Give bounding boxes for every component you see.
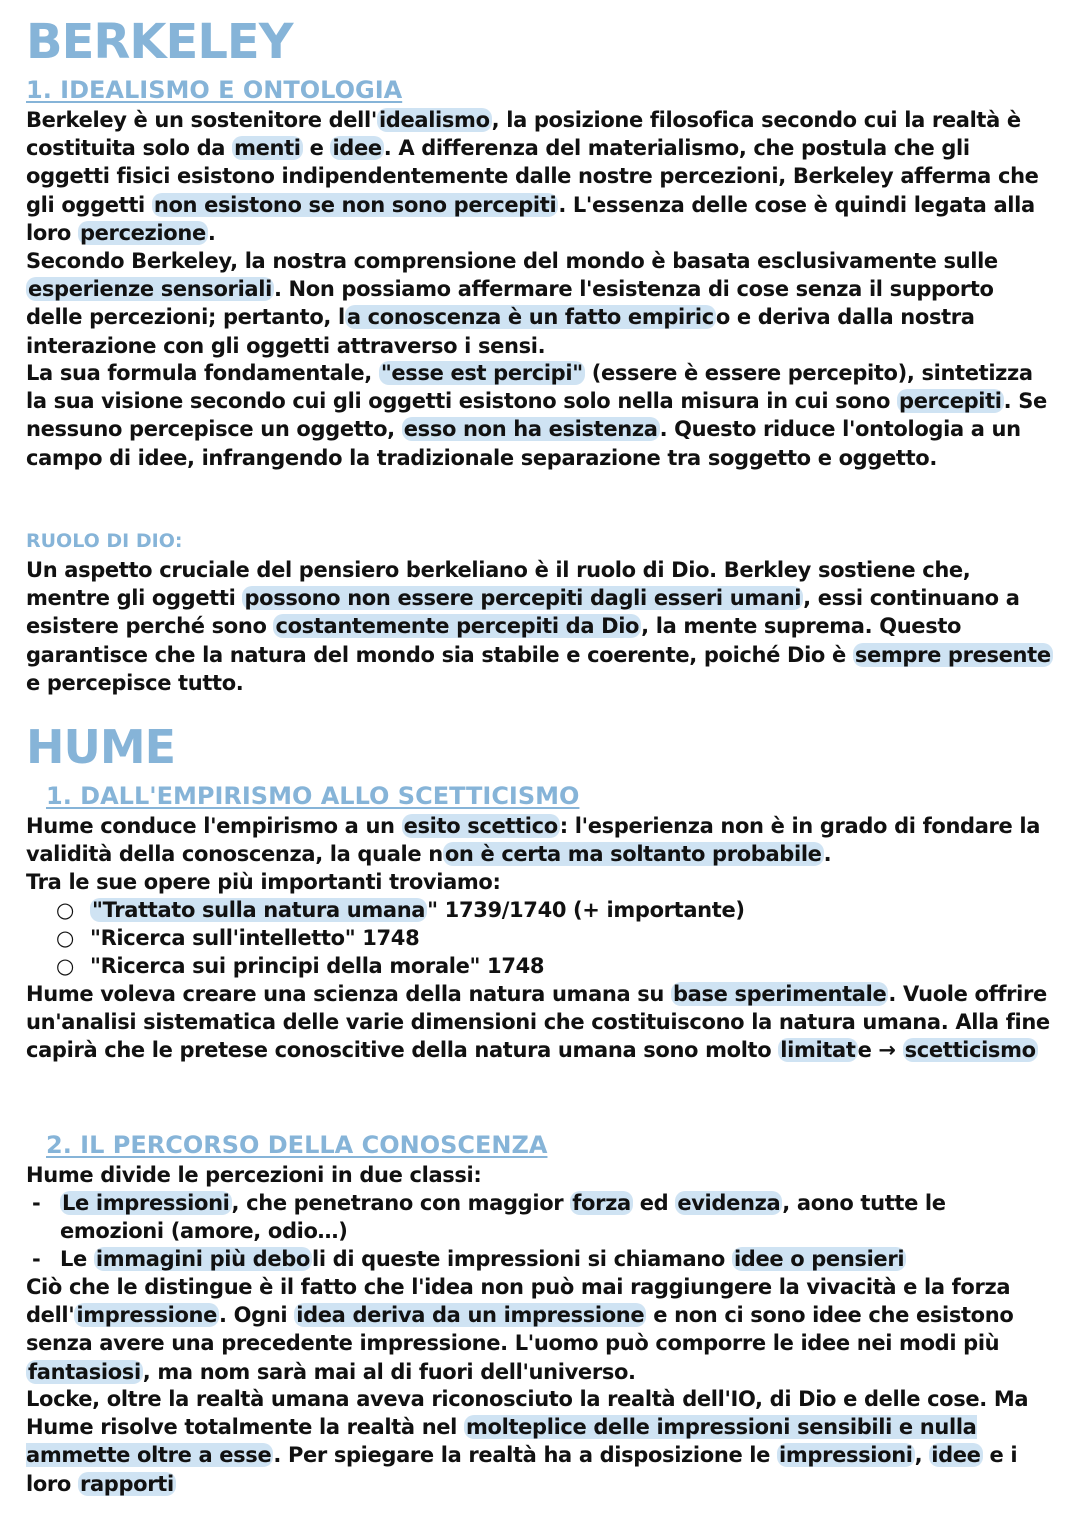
highlighted-text: impressioni <box>779 1443 913 1468</box>
work-title-highlight: "Trattato sulla natura umana <box>92 898 426 922</box>
text-run: . Per spiegare la realtà ha a disposizione le <box>273 1443 778 1468</box>
text-run: , ma nom sarà mai al di fuori dell'universo. <box>142 1359 636 1384</box>
text-run: . <box>823 842 832 867</box>
dash-marker: - <box>32 1247 41 1271</box>
highlighted-text: forza <box>572 1191 631 1215</box>
highlighted-text: limitat <box>780 1038 856 1063</box>
text-run: e <box>302 136 331 161</box>
hume-paragraph-3 <box>26 1273 1056 1386</box>
text-run: e i loro <box>26 1443 1018 1496</box>
highlighted-text: immagini più debo <box>95 1247 310 1271</box>
text-run: Un aspetto cruciale del pensiero berkeliano è il ruolo di Dio. Berkley sostiene che, mentre gli oggetti <box>26 558 971 611</box>
text-run: , la posizione filosofica secondo cui la realtà è costituita solo da <box>26 108 1021 161</box>
text-run: . Non possiamo affermare l'esistenza di cose senza il supporto delle percezioni; pertanto, l <box>26 277 994 330</box>
bullet-marker: ○ <box>56 954 75 978</box>
impressions-item <box>60 1189 1050 1245</box>
highlighted-text: fantasiosi <box>28 1359 141 1384</box>
berkeley-paragraph-2 <box>26 247 1056 360</box>
work-detail: " 1739/1740 (+ importante) <box>427 898 745 922</box>
highlighted-text: esso non ha esistenza <box>403 417 658 442</box>
highlighted-text: evidenza <box>677 1191 781 1215</box>
highlighted-text: a conoscenza è un fatto empiric <box>346 305 714 330</box>
highlighted-text: molteplice delle impressioni sensibili e nulla ammette oltre a esse <box>26 1415 977 1468</box>
role-of-god-heading: RUOLO DI DIO: <box>26 530 183 552</box>
highlighted-text: Le impressioni <box>62 1191 230 1215</box>
text-run: e percepisce tutto. <box>26 670 244 695</box>
text-run: e → <box>857 1038 903 1063</box>
text-run: Hume voleva creare una scienza della natura umana su <box>26 982 671 1006</box>
text-run: . A differenza del materialismo, che postula che gli oggetti fisici esistono indipendentemente dalle nostre percezioni, Berkeley afferma che gli oggetti <box>26 136 1039 217</box>
hume-paragraph-2 <box>26 980 1056 1065</box>
highlighted-text: possono non essere percepiti dagli esseri umani <box>244 586 802 611</box>
berkeley-title: BERKELEY <box>26 14 293 70</box>
text-run: o e deriva dalla nostra interazione con gli oggetti attraverso i sensi. <box>26 305 975 358</box>
text-run: Locke, oltre la realtà umana aveva riconosciuto la realtà dell'IO, di Dio e delle cose. Ma Hume risolve totalmente la realtà nel <box>26 1387 1029 1440</box>
hume-section-1-heading: 1. DALL'EMPIRISMO ALLO SCETTICISMO <box>46 782 580 810</box>
text-run: , la mente suprema. Questo garantisce che la natura del mondo sia stabile e coerente, poiché Dio è <box>26 614 962 667</box>
berkeley-paragraph-3 <box>26 359 1056 472</box>
bullet-marker: ○ <box>56 898 75 922</box>
highlighted-text: idealismo <box>378 108 490 132</box>
role-of-god-paragraph <box>26 556 1056 697</box>
highlighted-text: scetticismo <box>904 1038 1036 1063</box>
text-run: Le <box>60 1247 94 1271</box>
text-run: e non ci sono idee che esistono senza avere una precedente impressione. L'uomo può comporre le idee nei modi più <box>26 1303 1014 1356</box>
perceptions-intro: Hume divide le percezioni in due classi: <box>26 1163 482 1187</box>
text-run: Berkeley è un sostenitore dell' <box>26 108 377 132</box>
text-run: Secondo Berkeley, la nostra comprensione del mondo è basata esclusivamente sulle <box>26 249 998 273</box>
text-run: . <box>207 220 216 245</box>
work-item <box>90 952 544 980</box>
highlighted-text: impressione <box>76 1303 218 1328</box>
highlighted-text: non esistono se non sono percepiti <box>153 192 557 217</box>
dash-marker: - <box>32 1191 41 1215</box>
work-detail: "Ricerca sui principi della morale" 1748 <box>90 954 545 978</box>
highlighted-text: sempre presente <box>854 642 1051 667</box>
hume-works-intro: Tra le sue opere più importanti troviamo: <box>26 870 501 894</box>
highlighted-text: "esse est percipi" <box>380 361 583 385</box>
text-run: ed <box>632 1191 676 1215</box>
highlighted-text: menti <box>234 136 301 161</box>
highlighted-text: idea deriva da un impressione <box>296 1303 645 1328</box>
highlighted-text: rapporti <box>79 1471 174 1496</box>
work-item <box>90 924 419 952</box>
highlighted-text: percepiti <box>899 389 1002 414</box>
highlighted-text: esito scettico <box>403 814 558 838</box>
highlighted-text: idee <box>931 1443 981 1468</box>
highlighted-text: base sperimentale <box>673 982 887 1006</box>
text-run: . L'essenza delle cose è quindi legata alla loro <box>26 192 1035 245</box>
ideas-item <box>60 1245 1050 1273</box>
berkeley-section-1-heading: 1. IDEALISMO E ONTOLOGIA <box>26 76 403 104</box>
hume-section-2-heading: 2. IL PERCORSO DELLA CONOSCENZA <box>46 1131 548 1159</box>
highlighted-text: idee <box>332 136 382 161</box>
hume-paragraph-1 <box>26 812 1056 868</box>
text-run: Hume conduce l'empirismo a un <box>26 814 402 838</box>
text-run: . Questo riduce l'ontologia a un campo di idee, infrangendo la tradizionale separazione tra soggetto e oggetto. <box>26 417 1021 470</box>
text-run: , essi continuano a esistere perché sono <box>26 586 1020 639</box>
text-run: La sua formula fondamentale, <box>26 361 379 385</box>
highlighted-text: esperienze sensoriali <box>28 277 272 302</box>
text-run: , aono tutte le emozioni (amore, odio…) <box>60 1191 946 1244</box>
text-run: , <box>914 1443 930 1468</box>
work-item <box>90 896 745 924</box>
text-run: : l'esperienza non è in grado di fondare la validità della conoscenza, la quale n <box>26 814 1041 867</box>
text-run: li di queste impressioni si chiamano <box>312 1247 732 1271</box>
text-run: . Ogni <box>219 1303 295 1328</box>
text-run: . Vuole offrire un'analisi sistematica delle varie dimensioni che costituiscono la natura umana. Alla fine capirà che le pretese conoscitive della natura umana sono molto <box>26 982 1050 1063</box>
highlighted-text: costantemente percepiti da Dio <box>275 614 640 639</box>
bullet-marker: ○ <box>56 926 75 950</box>
highlighted-text: percezione <box>79 220 206 245</box>
highlighted-text: idee o pensieri <box>733 1247 905 1271</box>
text-run: . Se nessuno percepisce un oggetto, <box>26 389 1047 442</box>
text-run: (essere è essere percepito), sintetizza la sua visione secondo cui gli oggetti esistono solo nella misura in cui sono <box>26 361 1033 414</box>
hume-paragraph-4 <box>26 1385 1056 1498</box>
hume-title: HUME <box>26 720 176 774</box>
work-detail: "Ricerca sull'intelletto" 1748 <box>90 926 420 950</box>
text-run: , che penetrano con maggior <box>231 1191 571 1215</box>
berkeley-paragraph-1 <box>26 106 1056 247</box>
text-run: Ciò che le distingue è il fatto che l'idea non può mai raggiungere la vivacità e la forza dell' <box>26 1275 1011 1328</box>
highlighted-text: on è certa ma soltanto probabile <box>444 842 822 867</box>
